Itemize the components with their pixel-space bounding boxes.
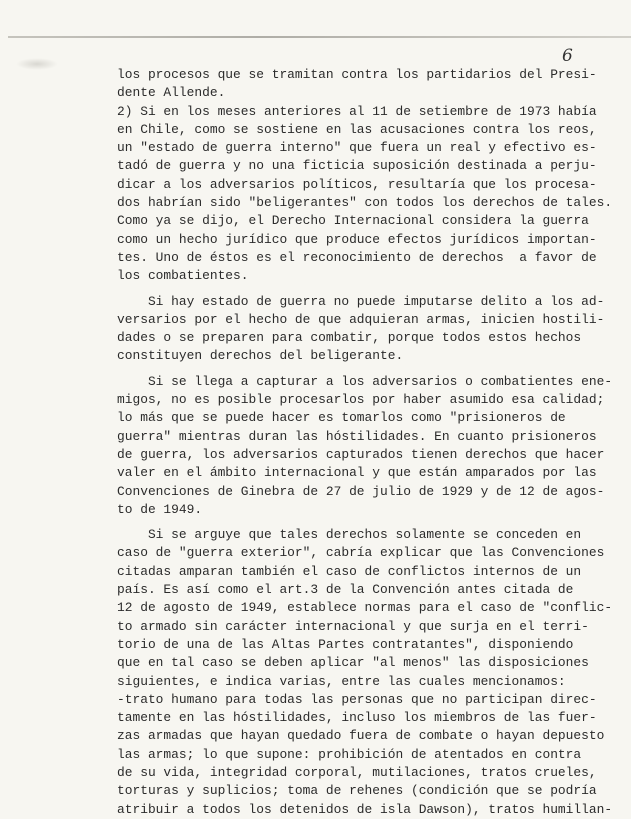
text-line: siguientes, e indica varias, entre las cuales mencionamos:	[117, 673, 566, 689]
text-line: las armas; lo que supone: prohibición de atentados en contra	[117, 746, 582, 762]
text-line: de guerra, los adversarios capturados tienen derechos que hacer	[117, 446, 605, 462]
text-line: tadó de guerra y no una ficticia suposición destinada a perju-	[117, 158, 597, 174]
text-line: de su vida, integridad corporal, mutilaciones, tratos crueles,	[117, 764, 597, 780]
text-line: citadas amparan también el caso de conflictos internos de un	[117, 563, 582, 579]
text-line: caso de "guerra exterior", cabría explicar que las Convenciones	[117, 545, 605, 561]
text-line: como un hecho jurídico que produce efectos jurídicos importan-	[117, 231, 597, 247]
text-line: en Chile, como se sostiene en las acusaciones contra los reos,	[117, 121, 597, 137]
text-line: dos habrían sido "beligerantes" con todos los derechos de tales.	[117, 195, 613, 211]
paragraph-gap	[117, 519, 595, 526]
text-line: atribuir a todos los detenidos de isla Dawson), tratos humillan-	[117, 801, 613, 817]
paragraph	[117, 293, 605, 366]
text-line: Convenciones de Ginebra de 27 de julio de 1929 y de 12 de agos-	[117, 483, 605, 499]
text-line: Si se arguye que tales derechos solamente se conceden en	[117, 527, 582, 543]
text-line: un "estado de guerra interno" que fuera un real y efectivo es-	[117, 140, 597, 156]
text-line: tes. Uno de éstos es el reconocimiento de derechos a favor de	[117, 249, 597, 265]
text-line: tamente en las hóstilidades, incluso los miembros de las fuer-	[117, 710, 597, 726]
text-line: to armado sin carácter internacional y que surja en el terri-	[117, 618, 589, 634]
text-line: guerra" mientras duran las hóstilidades. En cuanto prisioneros	[117, 428, 597, 444]
page-number: 6	[562, 46, 573, 66]
paragraph	[117, 373, 613, 519]
paragraph-gap	[117, 366, 595, 373]
text-line: país. Es así como el art.3 de la Convención antes citada de	[117, 582, 574, 598]
text-line: 2) Si en los meses anteriores al 11 de setiembre de 1973 había	[117, 103, 597, 119]
text-line: 12 de agosto de 1949, establece normas para el caso de "conflic-	[117, 600, 613, 616]
text-line: los combatientes.	[117, 268, 249, 284]
text-line: migos, no es posible procesarlos por haber asumido esa calidad;	[117, 392, 605, 408]
text-line: -trato humano para todas las personas que no participan direc-	[117, 691, 597, 707]
text-line: dades o se preparen para combatir, porque todos estos hechos	[117, 330, 582, 346]
text-line: torturas y suplicios; toma de rehenes (condición que se podría	[117, 783, 597, 799]
text-line: dicar a los adversarios políticos, resultaría que los procesa-	[117, 176, 597, 192]
text-line: Como ya se dijo, el Derecho Internacional considera la guerra	[117, 213, 589, 229]
page-top-edge	[8, 36, 631, 38]
text-line: Si se llega a capturar a los adversarios o combatientes ene-	[117, 373, 613, 389]
document-body	[117, 66, 613, 819]
paragraph	[117, 66, 613, 286]
text-line: to de 1949.	[117, 501, 203, 517]
text-line: dente Allende.	[117, 85, 226, 101]
paper-smudge	[16, 58, 58, 70]
text-line: lo más que se puede hacer es tomarlos como "prisioneros de	[117, 410, 566, 426]
text-line: Si hay estado de guerra no puede imputarse delito a los ad-	[117, 293, 605, 309]
text-line: torio de una de las Altas Partes contratantes", disponiendo	[117, 636, 574, 652]
text-line: que en tal caso se deben aplicar "al menos" las disposiciones	[117, 655, 589, 671]
text-line: versarios por el hecho de que adquieran armas, inicien hostili-	[117, 311, 605, 327]
text-line: constituyen derechos del beligerante.	[117, 348, 404, 364]
paragraph	[117, 526, 613, 819]
text-line: valer en el ámbito internacional y que están amparados por las	[117, 465, 597, 481]
text-line: los procesos que se tramitan contra los partidarios del Presi-	[117, 67, 597, 82]
paragraph-gap	[117, 286, 595, 293]
text-line: zas armadas que hayan quedado fuera de combate o hayan depuesto	[117, 728, 605, 744]
